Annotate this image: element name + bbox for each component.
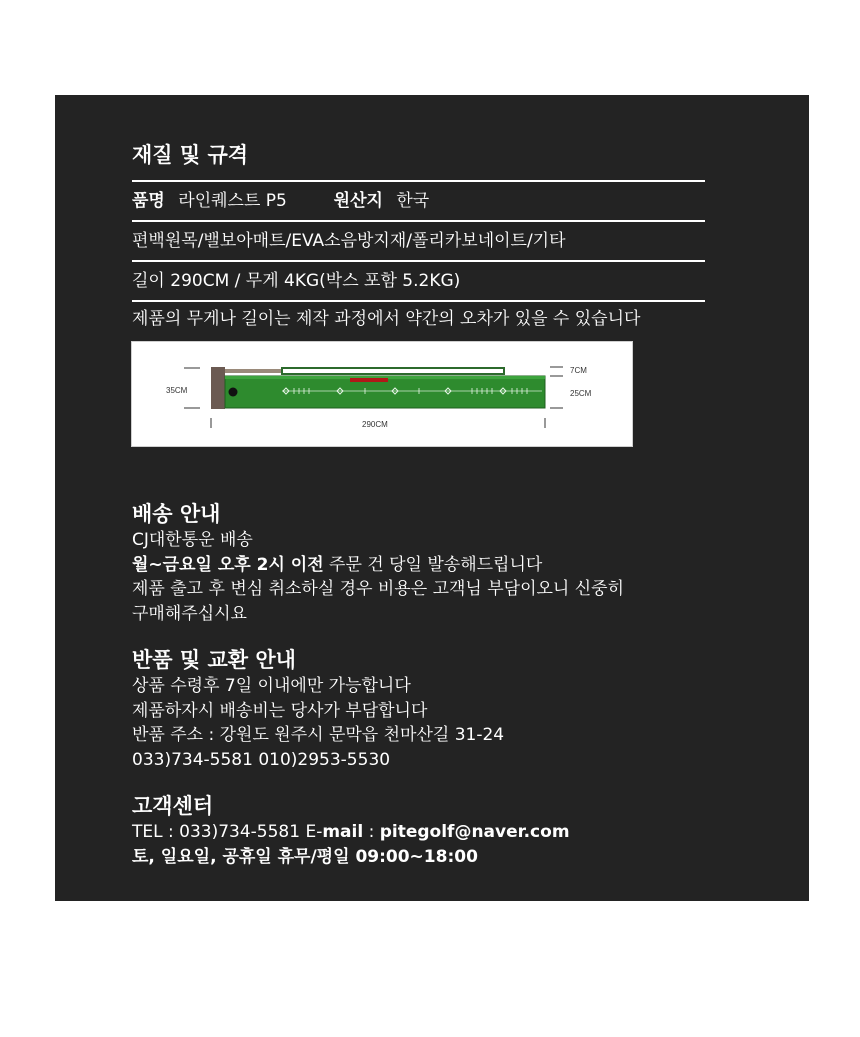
shipping-line-1: CJ대한통운 배송 xyxy=(132,530,253,550)
returns-line-4: 033)734-5581 010)2953-5530 xyxy=(132,749,391,770)
cs-hours: 토, 일요일, 공휴일 휴무/평일 09:00~18:00 xyxy=(132,846,478,867)
name-value: 라인퀘스트 P5 xyxy=(178,191,287,211)
cs-mail-label: mail xyxy=(322,822,364,842)
origin-label: 원산지 xyxy=(333,191,383,211)
label-7cm: 7CM xyxy=(570,366,587,375)
returns-section xyxy=(132,646,504,772)
returns-title: 반품 및 교환 안내 xyxy=(132,648,296,672)
spec-section xyxy=(132,139,705,340)
spec-row-note: 제품의 무게나 길이는 제작 과정에서 약간의 오차가 있을 수 있습니다 xyxy=(132,300,705,340)
putting-mat-illustration xyxy=(132,342,632,446)
shipping-title: 배송 안내 xyxy=(132,502,221,526)
spec-row-material: 편백원목/밸보아매트/EVA소음방지재/폴리카보네이트/기타 xyxy=(132,220,705,260)
cs-tel: TEL : 033)734-5581 E- xyxy=(132,822,323,842)
info-panel xyxy=(55,95,809,901)
name-label: 품명 xyxy=(132,191,165,211)
cs-contact xyxy=(132,820,570,845)
shipping-section xyxy=(132,500,624,626)
cs-mail-sep: : xyxy=(363,822,380,842)
shipping-line-3: 제품 출고 후 변심 취소하실 경우 비용은 고객님 부담이오니 신중히 xyxy=(132,579,625,599)
origin-value: 한국 xyxy=(396,191,430,211)
label-25cm: 25CM xyxy=(570,389,592,398)
returns-line-1: 상품 수령후 7일 이내에만 가능합니다 xyxy=(132,676,411,696)
product-diagram xyxy=(131,341,633,447)
shipping-line-2-text: 주문 건 당일 발송해드립니다 xyxy=(323,554,543,575)
returns-line-3: 반품 주소 : 강원도 원주시 문막읍 천마산길 31-24 xyxy=(132,725,505,745)
label-35cm: 35CM xyxy=(166,386,188,395)
shipping-line-2 xyxy=(132,553,624,578)
returns-line-2: 제품하자시 배송비는 당사가 부담합니다 xyxy=(132,700,428,721)
shipping-line-4: 구매해주십시요 xyxy=(132,603,247,624)
customer-center-section xyxy=(132,792,570,869)
shipping-cutoff: 월~금요일 오후 2시 이전 xyxy=(132,554,324,575)
spec-row-name xyxy=(132,180,705,220)
spec-title: 재질 및 규격 xyxy=(132,143,249,167)
spec-row-size: 길이 290CM / 무게 4KG(박스 포함 5.2KG) xyxy=(132,260,705,300)
cs-title: 고객센터 xyxy=(132,794,214,818)
cs-email[interactable]: pitegolf@naver.com xyxy=(379,822,570,842)
label-290cm: 290CM xyxy=(362,420,388,429)
